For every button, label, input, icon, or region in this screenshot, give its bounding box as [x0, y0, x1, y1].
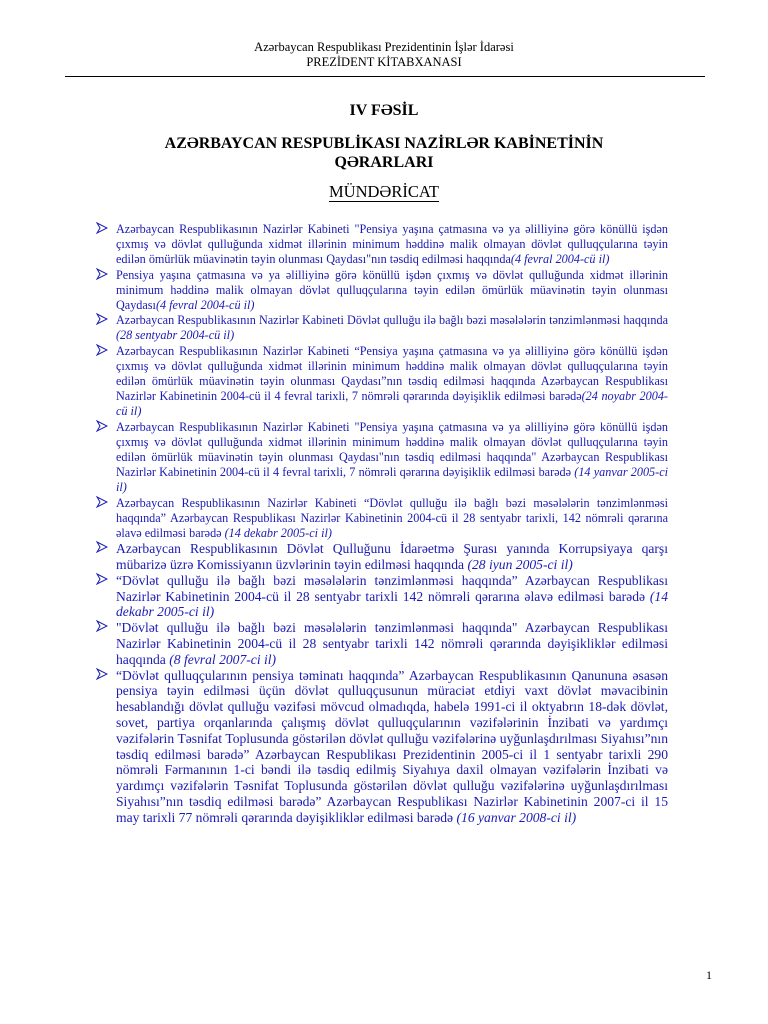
toc-item[interactable]	[96, 668, 668, 826]
arrow-bullet-icon	[96, 573, 110, 590]
arrow-bullet-icon	[96, 313, 110, 329]
chapter-heading: IV FƏSİL	[349, 102, 419, 119]
toc-item-text: “Dövlət qulluğu ilə bağlı bəzi məsələlərin tənzimlənməsi haqqında” Azərbaycan Respublikası Nazirlər Kabinetinin 2004-cü il 28 sentyabr tarixli 142 nömrəli qərarına əlavə edilməsi barədə	[116, 572, 668, 604]
toc-item[interactable]	[96, 573, 668, 620]
page-header	[0, 40, 768, 70]
toc-item[interactable]	[96, 496, 668, 542]
toc-item-date: (14 yanvar 2005-ci il)	[116, 465, 668, 495]
toc-item[interactable]	[96, 420, 668, 496]
toc-item-date: (14 dekabr 2005-ci il)	[116, 588, 668, 620]
toc-item-text: Azərbaycan Respublikasının Nazirlər Kabineti “Dövlət qulluğu ilə bağlı bəzi məsələlərin tənzimlənməsi haqqında” Azərbaycan Respublikası Nazirlər Kabinetinin 2004-cü il 28 sentyabr tarixli, 142 nömrəli qərarına əlavə edilməsi barədə	[116, 495, 668, 541]
toc-item-text: Azərbaycan Respublikasının Nazirlər Kabineti “Pensiya yaşına çatmasına və ya əlilliyinə görə könüllü işdən çıxmış və dövlət qulluğunda xidmət illərinin minimum həddinə malik olmayan dövlət qulluqçularına təyin edilən ömürlük müavinətin təyin olunması Qaydası”nın təsdiq edilməsi haqqında Azərbaycan Respublikası Nazirlər Kabinetinin 2004-cü il 4 fevral tarixli, 7 nömrəli qərarında dəyişiklik edilməsi barədə	[116, 343, 668, 404]
toc-item[interactable]	[96, 541, 668, 573]
toc-item[interactable]	[96, 313, 668, 343]
arrow-bullet-icon	[96, 496, 110, 512]
toc-item-text: Pensiya yaşına çatmasına və ya əlilliyinə görə könüllü işdən çıxmış və dövlət qulluğunda xidmət illərinin minimum həddinə malik olmayan dövlət qulluqçularına təyin edilən ömürlük müavinətin təyin olunması Qaydası	[116, 267, 668, 313]
header-organization: Azərbaycan Respublikası Prezidentinin İşlər İdarəsi	[254, 40, 514, 54]
toc-item-date: (4 fevral 2004-cü il)	[155, 298, 255, 313]
toc-item-date: (14 dekabr 2005-ci il)	[221, 526, 332, 541]
toc-item[interactable]	[96, 268, 668, 314]
toc-item[interactable]	[96, 222, 668, 268]
header-library: PREZİDENT KİTABXANASI	[306, 55, 462, 69]
toc-item[interactable]	[96, 620, 668, 667]
header-divider	[65, 76, 705, 77]
toc-item-date: (16 yanvar 2008-ci il)	[453, 809, 577, 825]
arrow-bullet-icon	[96, 668, 110, 685]
contents-heading-text: MÜNDƏRİCAT	[328, 182, 439, 201]
toc-item[interactable]	[96, 344, 668, 420]
page-number: 1	[706, 968, 712, 982]
arrow-bullet-icon	[96, 541, 110, 558]
contents-heading	[0, 182, 768, 202]
toc-item-text: "Dövlət qulluğu ilə bağlı bəzi məsələlərin tənzimlənməsi haqqında" Azərbaycan Respublikası Nazirlər Kabinetinin 2004-cü il 28 sentyabr tarixli 142 nömrəli qərarında dəyişikliklər edilməsi haqqında	[116, 620, 668, 667]
toc-item-date: (8 fevral 2007-ci il)	[165, 651, 277, 667]
arrow-bullet-icon	[96, 344, 110, 360]
arrow-bullet-icon	[96, 420, 110, 436]
toc-item-text: Azərbaycan Respublikasının Dövlət Qulluğunu İdarəetmə Şurası yanında Korrupsiyaya qarşı mübarizə üzrə Komissiyanın üzvlərinin təyin edilməsi haqqında	[116, 541, 668, 573]
toc-item-date: (28 iyun 2005-ci il)	[464, 557, 573, 573]
table-of-contents	[96, 222, 668, 826]
arrow-bullet-icon	[96, 268, 110, 284]
toc-item-date: (4 fevral 2004-cü il)	[510, 252, 610, 267]
toc-item-date: (24 noyabr 2004-cü il)	[116, 389, 668, 419]
toc-item-text: Azərbaycan Respublikasının Nazirlər Kabineti "Pensiya yaşına çatmasına və ya əlilliyinə görə könüllü işdən çıxmış və dövlət qulluğunda xidmət illərinin minimum həddinə malik olmayan dövlət qulluqçularına təyin edilən ömürlük müavinətin təyin olunması Qaydası"nın təsdiq edilməsi haqqında	[116, 222, 668, 267]
toc-item-text: Azərbaycan Respublikasının Nazirlər Kabineti Dövlət qulluğu ilə bağlı bəzi məsələlərin tənzimlənməsi haqqında	[116, 313, 668, 328]
toc-item-date: (28 sentyabr 2004-cü il)	[116, 328, 235, 343]
arrow-bullet-icon	[96, 620, 110, 637]
document-title: AZƏRBAYCAN RESPUBLİKASI NAZİRLƏR KABİNETİNİN QƏRARLARI	[164, 135, 604, 171]
toc-item-text: “Dövlət qulluqçularının pensiya təminatı haqqında” Azərbaycan Respublikasının Qanununa əsasən pensiya təyin edilməsi üçün dövlət qulluqçusunun müraciət etdiyi vaxt dövlət məvacibinin hesablandığı dövlət qulluğu vəzifəsi mövcud olmadıqda, habelə 1991-ci il oktyabrın 18-dək dövlət, sovet, partiya orqanlarında çalışmış dövlət qulluqçularının vəzifələrinin İnzibati və yardımçı vəzifələrin Təsnifat Toplusunda göstərilən dövlət qulluğu vəzifələrinə uyğunlaşdırılması Siyahısı”nın təsdiq edilməsi barədə” Azərbaycan Respublikası Prezidentinin 2005-ci il 1 sentyabr tarixli 290 nömrəli Fərmanının 1-ci bəndi ilə təsdiq edilmiş Siyahıya daxil olmayan vəzifələrin İnzibati və yardımçı vəzifələrin Təsnifat Toplusunda göstərilən dövlət qulluğu vəzifələrinə uyğunlaşdırılması Siyahısı”nın təsdiq edilməsi barədə” Azərbaycan Respublikası Nazirlər Kabinetinin 2007-ci il 15 may tarixli 77 nömrəli qərarında dəyişikliklər edilməsi barədə	[116, 667, 668, 825]
toc-item-text: Azərbaycan Respublikasının Nazirlər Kabineti "Pensiya yaşına çatmasına və ya əlilliyinə görə könüllü işdən çıxmış və dövlət qulluğunda xidmət illərinin minimum həddinə malik olmayan dövlət qulluqçularına təyin edilən ömürlük müavinətin təyin olunması Qaydası"nın təsdiq edilməsi haqqında" Azərbaycan Respublikası Nazirlər Kabinetinin 2004-cü il 4 fevral tarixli, 7 nömrəli qərarına dəyişiklik edilməsi barədə	[116, 419, 668, 480]
arrow-bullet-icon	[96, 222, 110, 238]
